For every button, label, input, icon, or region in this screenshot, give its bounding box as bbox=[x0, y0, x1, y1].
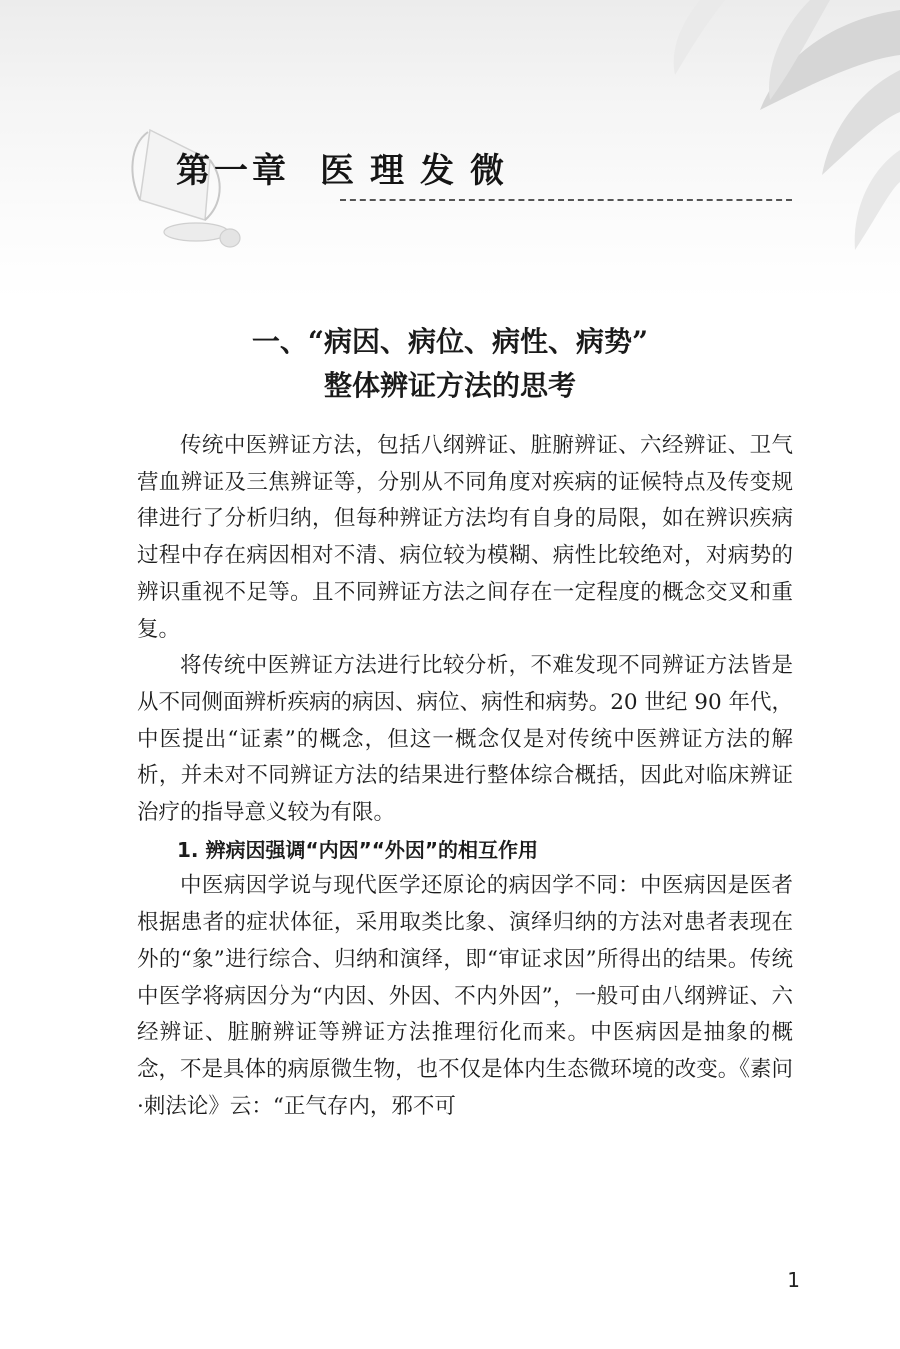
chapter-heading bbox=[176, 146, 736, 196]
chapter-title: 医理发微 bbox=[320, 151, 520, 191]
paragraph-3: 中医病因学说与现代医学还原论的病因学不同：中医病因是医者根据患者的症状体征，采用取类比象、演绎归纳的方法对患者表现在外的“象”进行综合、归纳和演绎，即“审证求因”所得出的结果。传统中医学将病因分为“内因、外因、不内外因”，一般可由八纲辨证、六经辨证、脏腑辨证等辨证方法推理衍化而来。中医病因是抽象的概念，不是具体的病原微生物，也不仅是体内生态微环境的改变。《素问·刺法论》云：“正气存内，邪不可 bbox=[137, 873, 793, 1119]
paragraph-1: 传统中医辨证方法，包括八纲辨证、脏腑辨证、六经辨证、卫气营血辨证及三焦辨证等，分别从不同角度对疾病的证候特点及传变规律进行了分析归纳，但每种辨证方法均有自身的局限，如在辨识疾病过程中存在病因相对不清、病位较为模糊、病性比较绝对，对病势的辨识重视不足等。且不同辨证方法之间存在一定程度的概念交叉和重复。 bbox=[137, 433, 793, 642]
body-text bbox=[137, 428, 793, 1125]
section-title-line-2: 整体辨证方法的思考 bbox=[323, 369, 576, 402]
page-number: 1 bbox=[787, 1268, 800, 1292]
chapter-number: 第一章 bbox=[176, 151, 290, 191]
subheading: 1. 辨病因强调“内因”“外因”的相互作用 bbox=[177, 837, 539, 862]
paragraph-2: 将传统中医辨证方法进行比较分析，不难发现不同辨证方法皆是从不同侧面辨析疾病的病因、病位、病性和病势。20 世纪 90 年代，中医提出“证素”的概念，但这一概念仅是对传统中医辨证方法的解析，并未对不同辨证方法的结果进行整体综合概括，因此对临床辨证治疗的指导意义较为有限。 bbox=[137, 653, 793, 826]
chapter-divider bbox=[340, 199, 792, 201]
section-title-line-1: 一、“病因、病位、病性、病势” bbox=[251, 325, 649, 358]
